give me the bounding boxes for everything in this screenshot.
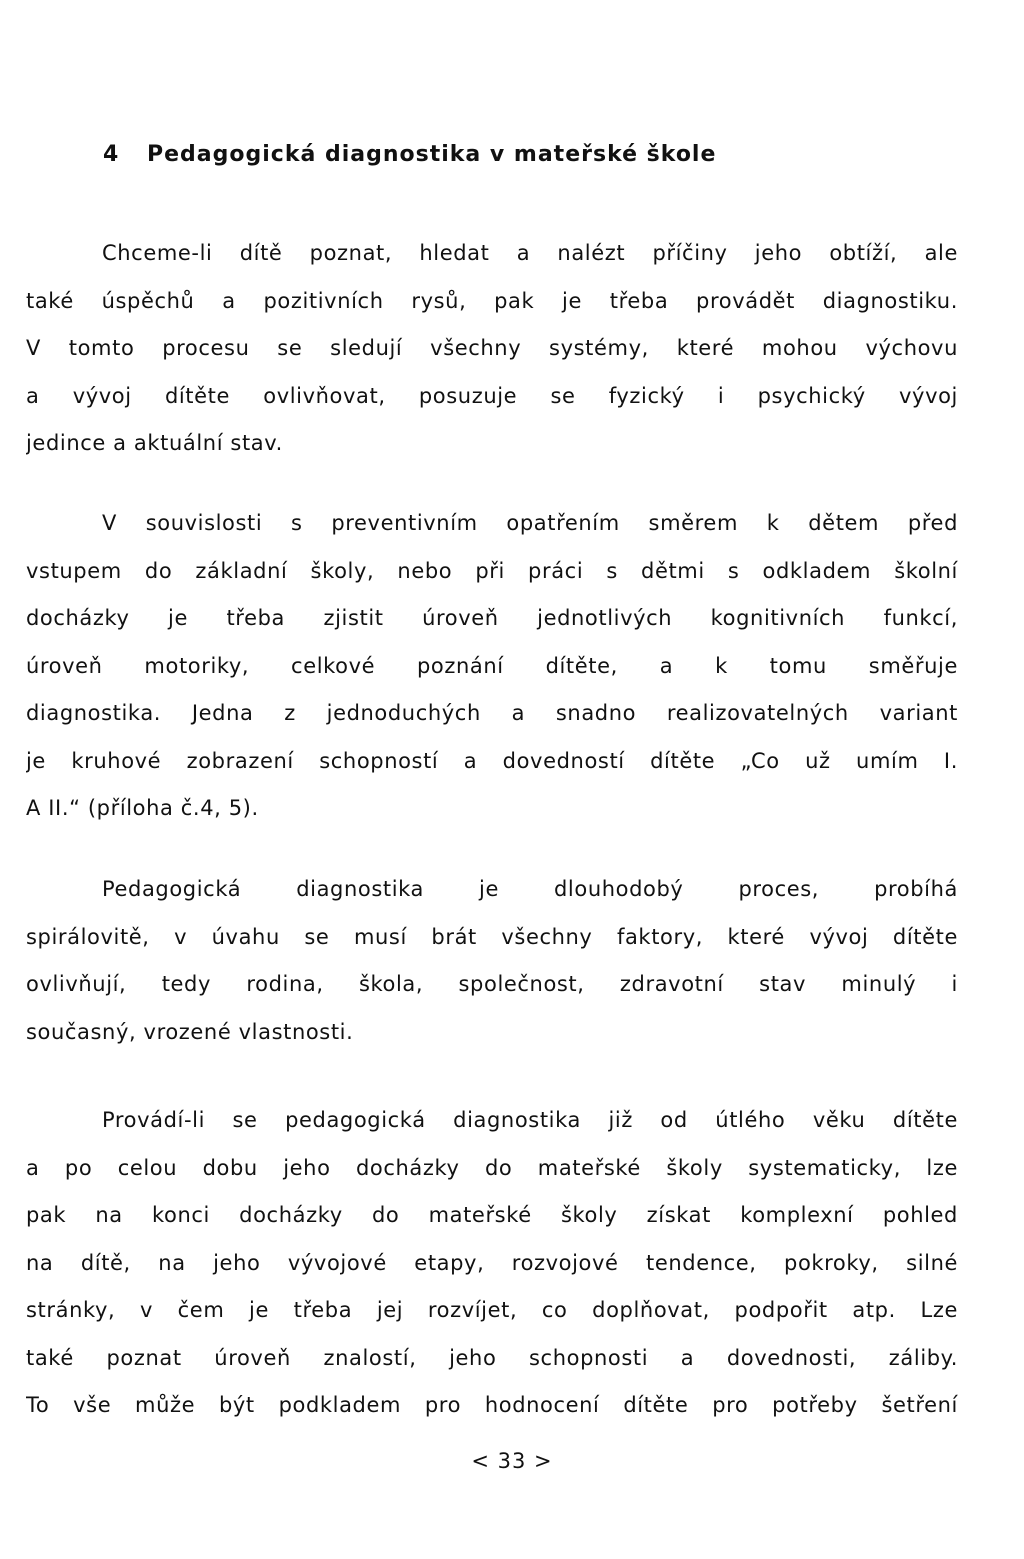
text-line: spirálovitě, v úvahu se musí brát všechny faktory, které vývoj dítěte <box>26 924 958 949</box>
paragraph-3 <box>26 876 958 1066</box>
text-line: Chceme-li dítě poznat, hledat a nalézt příčiny jeho obtíží, ale <box>102 241 958 265</box>
text-line: V souvislosti s preventivním opatřením směrem k dětem před <box>102 511 958 535</box>
text-line: ovlivňují, tedy rodina, škola, společnost, zdravotní stav minulý i <box>26 972 958 996</box>
text-line: Pedagogická diagnostika je dlouhodobý proces, probíhá <box>102 877 958 901</box>
text-line: také poznat úroveň znalostí, jeho schopnosti a dovednosti, záliby. <box>26 1345 958 1370</box>
text-line: docházky je třeba zjistit úroveň jednotlivých kognitivních funkcí, <box>26 606 958 630</box>
paragraph-4 <box>26 1107 958 1440</box>
text-line: současný, vrozené vlastnosti. <box>26 1019 354 1044</box>
page-number: < 33 > <box>471 1449 553 1473</box>
text-line: pak na konci docházky do mateřské školy získat komplexní pohled <box>26 1203 958 1227</box>
text-line: vstupem do základní školy, nebo při práci s dětmi s odkladem školní <box>26 558 958 583</box>
text-line: jedince a aktuální stav. <box>26 431 283 455</box>
chapter-number: 4 <box>103 142 120 167</box>
text-line: na dítě, na jeho vývojové etapy, rozvojové tendence, pokroky, silné <box>26 1250 958 1275</box>
paragraph-2 <box>26 510 958 843</box>
text-line: Provádí-li se pedagogická diagnostika již od útlého věku dítěte <box>102 1108 958 1132</box>
text-line: diagnostika. Jedna z jednoduchých a snadno realizovatelných variant <box>26 701 958 725</box>
text-line: A II.“ (příloha č.4, 5). <box>26 796 259 820</box>
text-line: V tomto procesu se sledují všechny systémy, které mohou výchovu <box>26 336 958 360</box>
text-line: a vývoj dítěte ovlivňovat, posuzuje se fyzický i psychický vývoj <box>26 383 958 408</box>
text-line: stránky, v čem je třeba jej rozvíjet, co doplňovat, podpořit atp. Lze <box>26 1298 958 1322</box>
text-line: a po celou dobu jeho docházky do mateřské školy systematicky, lze <box>26 1155 958 1180</box>
text-line: To vše může být podkladem pro hodnocení dítěte pro potřeby šetření <box>26 1393 958 1417</box>
chapter-title: Pedagogická diagnostika v mateřské škole <box>147 142 717 167</box>
text-line: úroveň motoriky, celkové poznání dítěte, a k tomu směřuje <box>26 653 958 678</box>
paragraph-1 <box>26 240 958 478</box>
text-line: také úspěchů a pozitivních rysů, pak je třeba provádět diagnostiku. <box>26 288 958 313</box>
text-line: je kruhové zobrazení schopností a dovedností dítěte „Co už umím I. <box>26 748 958 773</box>
chapter-heading <box>103 142 716 167</box>
